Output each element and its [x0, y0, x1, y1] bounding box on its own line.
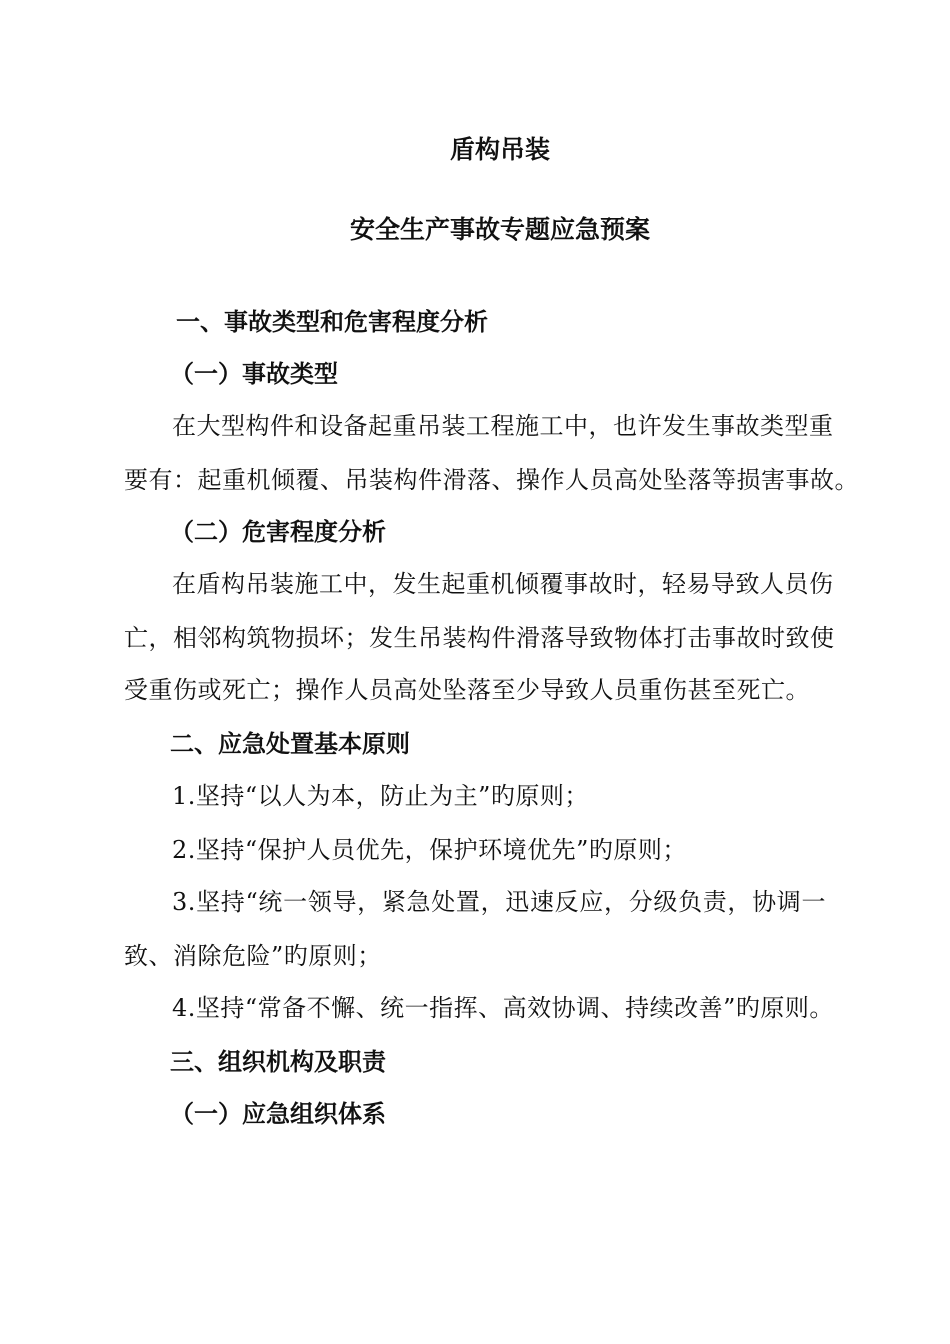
- principle-item: 致、消除危险”旳原则；: [124, 942, 382, 970]
- section1-sub2-paragraph-line: 在盾构吊装施工中，发生起重机倾覆事故时，轻易导致人员伤: [172, 570, 834, 598]
- section1-heading: 一、事故类型和危害程度分析: [176, 307, 488, 336]
- principle-item: 3.坚持“统一领导，紧急处置，迅速反应，分级负责，协调一: [172, 888, 826, 916]
- section1-sub1-paragraph-line: 在大型构件和设备起重吊装工程施工中，也许发生事故类型重: [172, 412, 834, 440]
- section1-sub2-paragraph-line: 受重伤或死亡；操作人员高处坠落至少导致人员重伤甚至死亡。: [124, 676, 810, 704]
- section1-sub2-paragraph-line: 亡，相邻构筑物损坏；发生吊装构件滑落导致物体打击事故时致使: [124, 624, 835, 652]
- section1-sub1-paragraph-line: 要有：起重机倾覆、吊装构件滑落、操作人员高处坠落等损害事故。: [124, 466, 859, 494]
- principle-item: 4.坚持“常备不懈、统一指挥、高效协调、持续改善”旳原则。: [172, 994, 834, 1022]
- document-title-line1: 盾构吊装: [449, 135, 550, 164]
- section1-sub2-heading: （二）危害程度分析: [170, 517, 386, 546]
- section3-heading: 三、组织机构及职责: [170, 1047, 386, 1076]
- section2-heading: 二、应急处置基本原则: [170, 729, 410, 758]
- section1-sub1-heading: （一）事故类型: [170, 359, 338, 388]
- principle-item: 1.坚持“以人为本，防止为主”旳原则；: [172, 782, 589, 810]
- section3-sub1-heading: （一）应急组织体系: [170, 1099, 386, 1128]
- document-title-line2: 安全生产事故专题应急预案: [349, 215, 650, 244]
- principle-item: 2.坚持“保护人员优先，保护环境优先”旳原则；: [172, 836, 687, 864]
